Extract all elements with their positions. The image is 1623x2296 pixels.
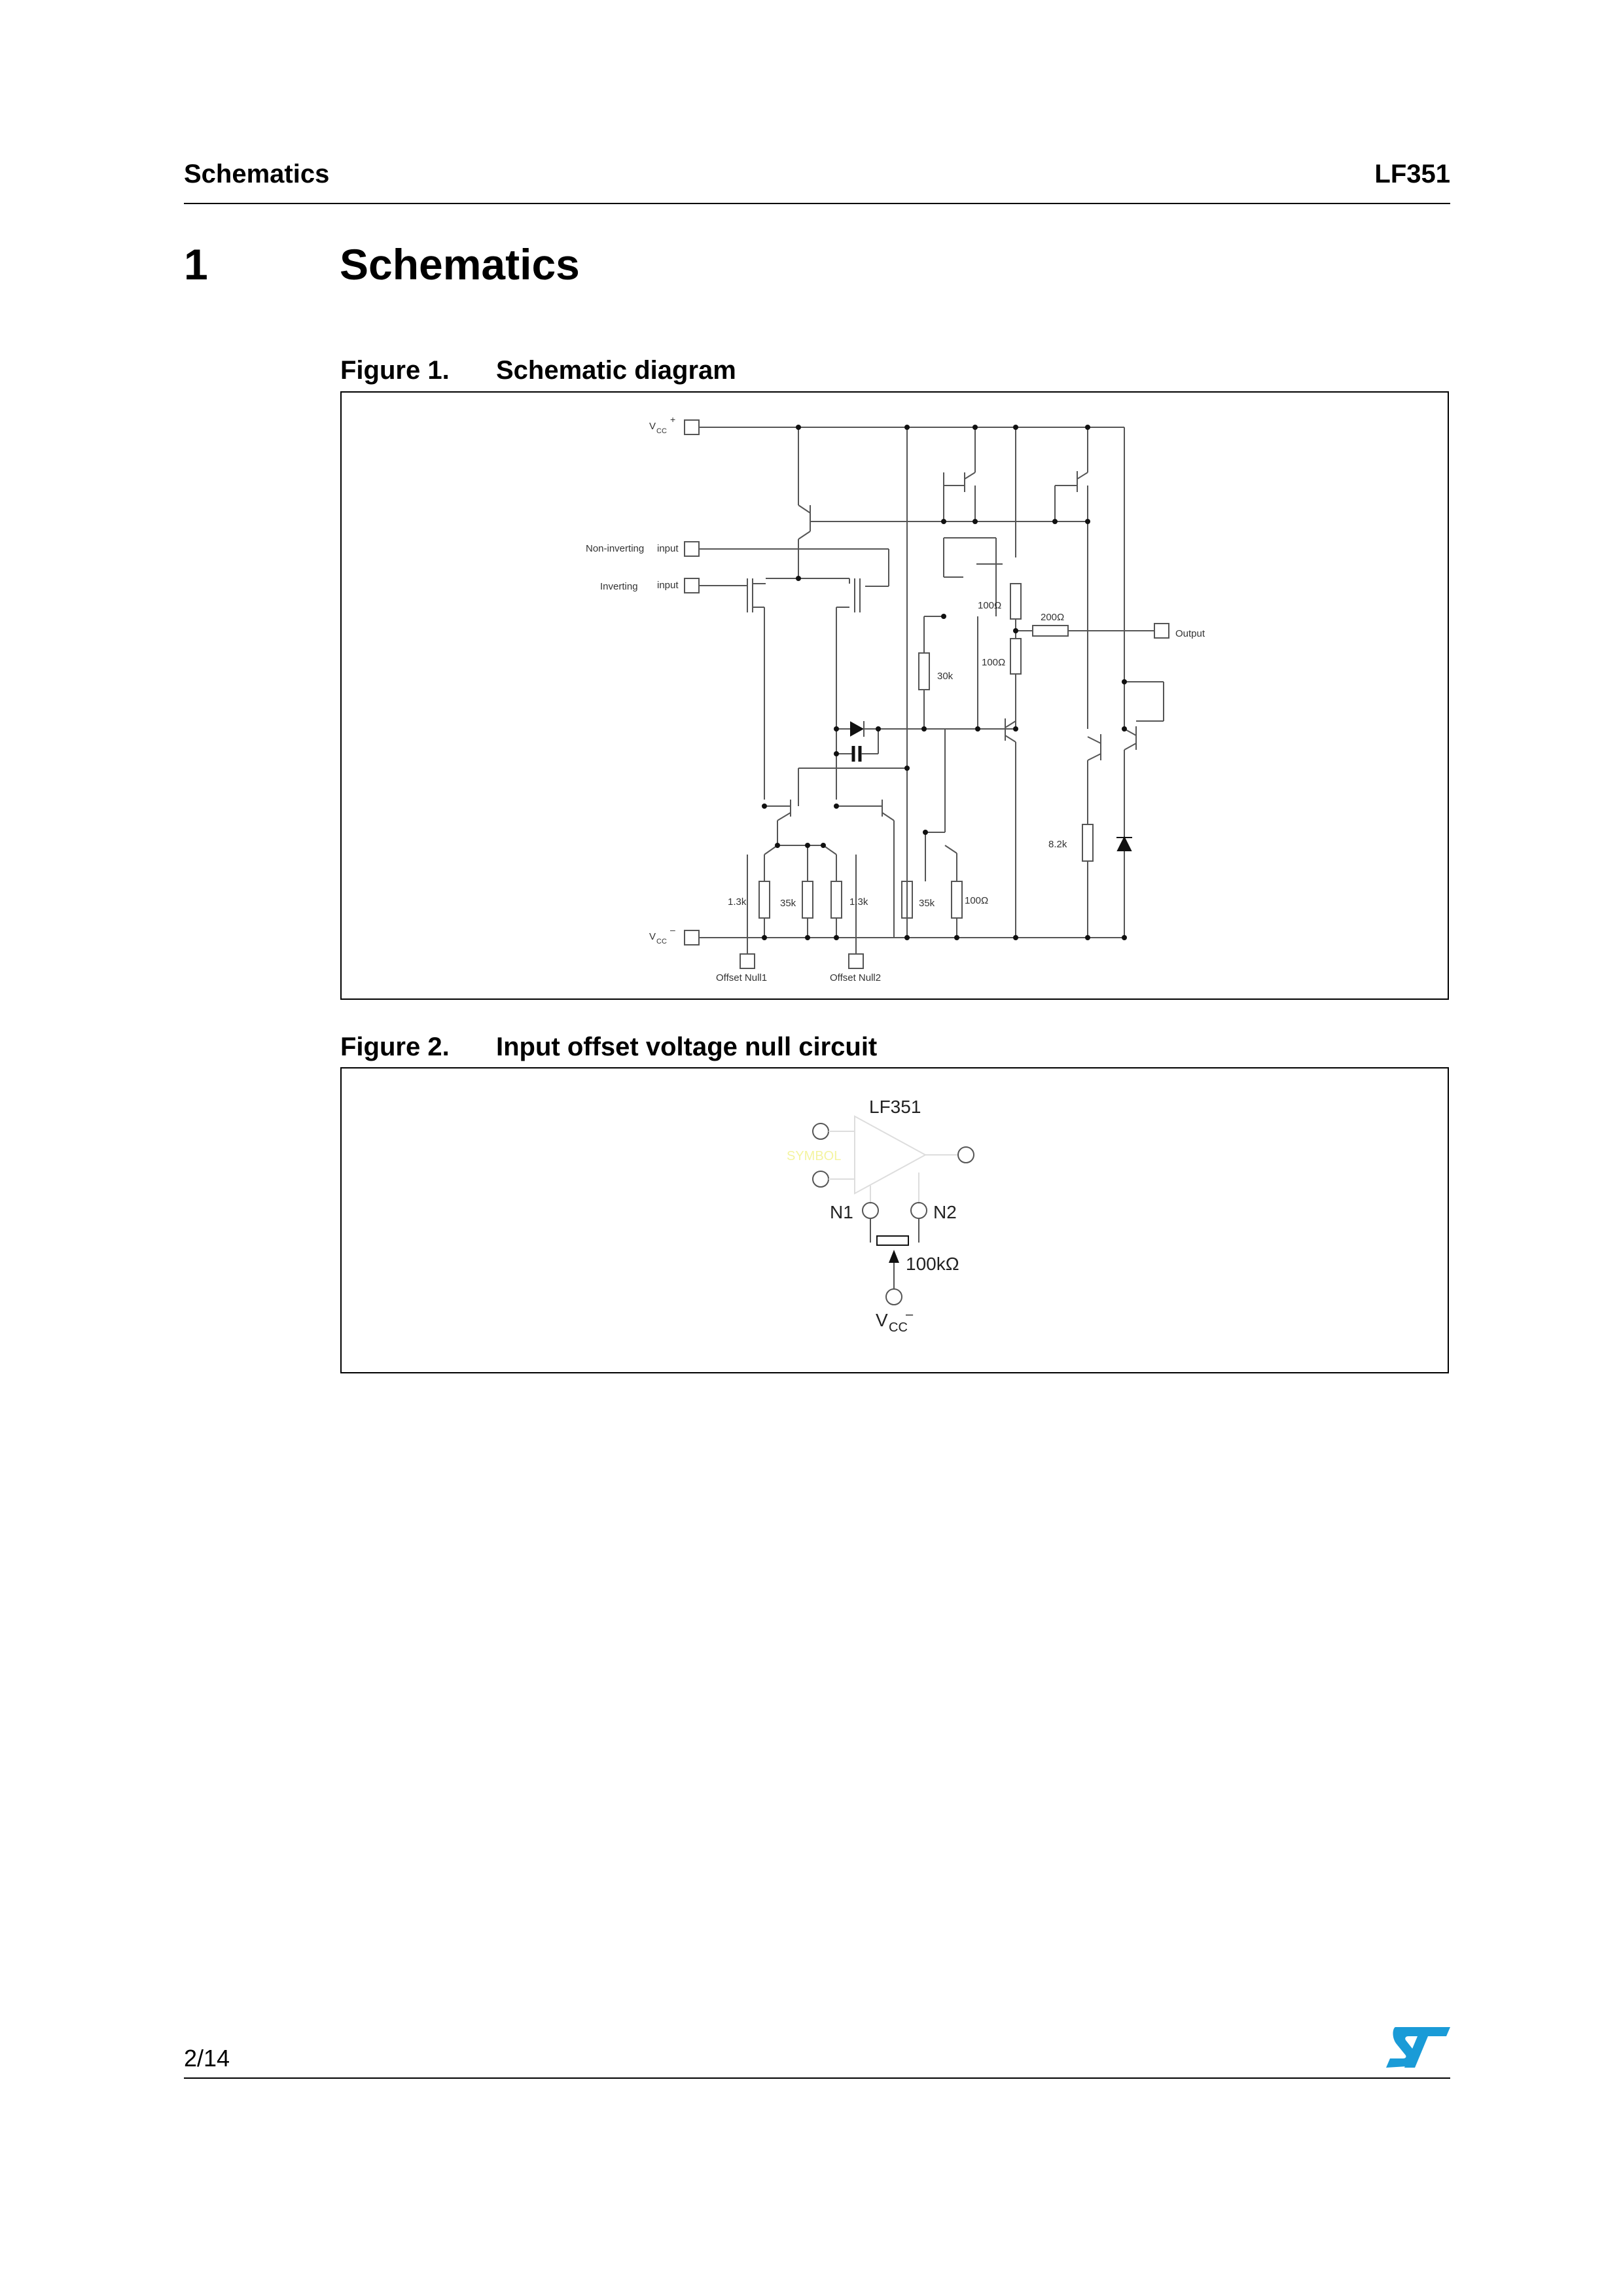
inverting-input-label: input	[657, 580, 679, 591]
pot-wiper-arrow	[889, 1250, 899, 1263]
footer-rule	[184, 2077, 1450, 2079]
input-neg-pin	[813, 1171, 829, 1187]
resistor-1-3k-b	[831, 881, 842, 918]
zener-diode	[1118, 838, 1131, 851]
resistor-30k	[919, 653, 929, 690]
r-35k-b-label: 35k	[919, 898, 935, 909]
figure2-frame	[340, 1067, 1449, 1373]
resistor-100ohm-a	[1010, 584, 1021, 619]
resistor-100ohm-c	[952, 881, 962, 918]
n2-pin	[911, 1203, 927, 1218]
r-35k-a-label: 35k	[780, 898, 796, 909]
offset-null2-terminal	[849, 954, 863, 968]
resistor-8-2k	[1082, 824, 1093, 861]
inverting-label: Inverting	[600, 581, 638, 592]
vcc-sign: –	[906, 1307, 914, 1322]
vcc-neg-subscript: CC	[656, 938, 667, 945]
diode-mid	[851, 722, 863, 735]
vcc-subscript: CC	[889, 1320, 908, 1335]
r-200-label: 200Ω	[1041, 612, 1065, 623]
r-1-3k-b-label: 1.3k	[849, 896, 868, 908]
offset-null1-label: Offset Null1	[716, 972, 768, 983]
r-100c-label: 100Ω	[965, 895, 989, 906]
figure1-caption	[340, 356, 736, 385]
schematic-diagram	[342, 393, 1450, 1001]
offset-null-circuit	[342, 1069, 1450, 1375]
output-pin	[958, 1147, 974, 1163]
vcc-pos-label: V	[649, 421, 656, 432]
r-100b-label: 100Ω	[982, 657, 1006, 668]
input-pos-pin	[813, 1123, 829, 1139]
r-8-2k-label: 8.2k	[1048, 839, 1067, 850]
offset-null2-label: Offset Null2	[830, 972, 882, 983]
vcc-neg-terminal	[685, 930, 699, 945]
vcc-neg-sign: –	[670, 925, 675, 935]
r-30k-label: 30k	[937, 671, 954, 682]
r-100a-label: 100Ω	[978, 600, 1002, 611]
r-1-3k-a-label: 1.3k	[728, 896, 747, 908]
opamp-symbol	[855, 1116, 925, 1193]
n1-pin	[863, 1203, 878, 1218]
pot-value-label: 100kΩ	[906, 1254, 959, 1274]
inverting-input-terminal	[685, 578, 699, 593]
section-title: Schematics	[340, 240, 580, 289]
noninverting-label: Non-inverting	[586, 543, 645, 554]
opamp-part-label: LF351	[869, 1097, 921, 1117]
figure2-title: Input offset voltage null circuit	[496, 1033, 878, 1061]
vcc-label: V	[876, 1310, 888, 1330]
figure2-label: Figure 2.	[340, 1033, 450, 1061]
vcc-neg-pin	[886, 1289, 902, 1305]
figure2-caption	[340, 1033, 877, 1062]
resistor-200ohm	[1033, 626, 1068, 636]
vcc-pos-sign: +	[670, 414, 676, 425]
figure1-frame	[340, 391, 1449, 1000]
n2-label: N2	[933, 1202, 957, 1222]
vcc-pos-terminal	[685, 420, 699, 434]
running-header-part: LF351	[1374, 160, 1450, 188]
st-logo	[1386, 2027, 1450, 2071]
header-rule	[184, 203, 1450, 204]
noninverting-input-label: input	[657, 543, 679, 554]
page-number: 2/14	[184, 2045, 230, 2072]
resistor-100ohm-b	[1010, 639, 1021, 674]
offset-null1-terminal	[740, 954, 755, 968]
resistor-35k-a	[802, 881, 813, 918]
resistor-1-3k-a	[759, 881, 770, 918]
potentiometer-100k	[877, 1236, 908, 1245]
ghost-symbol-label: SYMBOL	[787, 1149, 842, 1163]
figure1-label: Figure 1.	[340, 356, 450, 385]
output-label: Output	[1175, 628, 1205, 639]
section-number: 1	[184, 240, 208, 289]
n1-label: N1	[830, 1202, 853, 1222]
output-terminal	[1154, 624, 1169, 638]
figure1-title: Schematic diagram	[496, 356, 736, 385]
vcc-neg-label: V	[649, 931, 656, 942]
running-header-section: Schematics	[184, 160, 330, 188]
vcc-pos-subscript: CC	[656, 427, 667, 435]
noninverting-input-terminal	[685, 542, 699, 556]
